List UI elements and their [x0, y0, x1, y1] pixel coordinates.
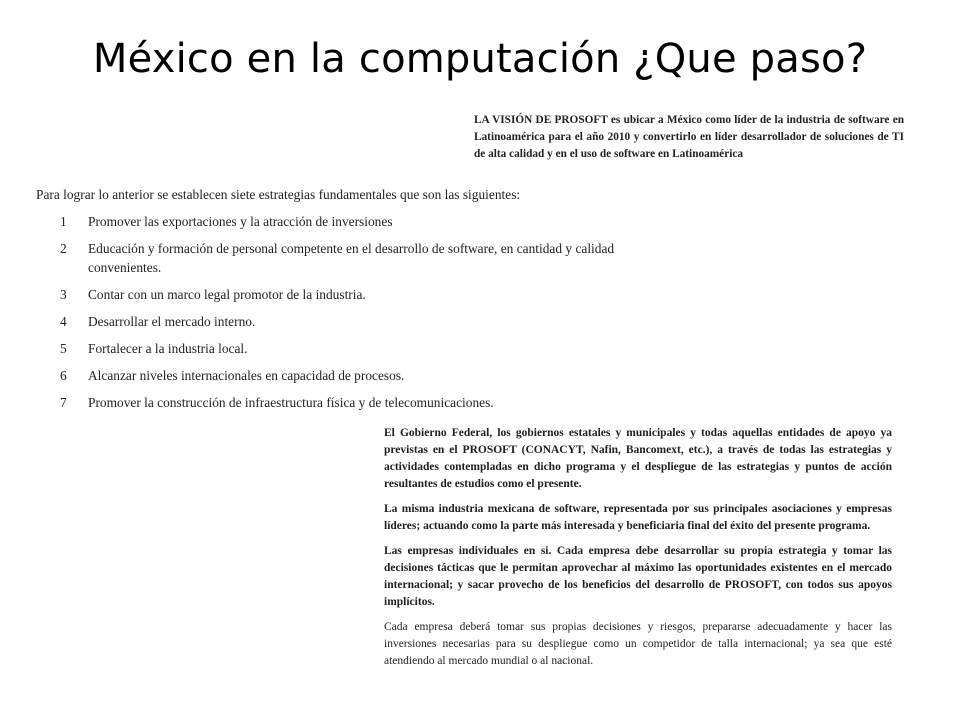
slide-title: México en la computación ¿Que paso?: [92, 36, 868, 82]
strategy-item: [36, 212, 636, 231]
strategy-number: 1: [60, 214, 67, 229]
strategy-text: Educación y formación de personal competente en el desarrollo de software, en cantidad y calidad convenientes.: [88, 241, 615, 275]
stakeholders-section: [384, 425, 892, 678]
strategy-text: Desarrollar el mercado interno.: [88, 314, 256, 329]
strategy-number: 3: [60, 287, 67, 302]
strategy-text: Contar con un marco legal promotor de la industria.: [88, 287, 366, 302]
stakeholder-paragraph-companies: Las empresas individuales en si. Cada empresa debe desarrollar su propia estrategia y tomar las decisiones tácticas que le permitan aprovechar al máximo las oportunidades existentes en el mercado internacional; y sacar provecho de los beneficios del desarrollo de PROSOFT, con todos sus apoyos implícitos.: [384, 545, 892, 608]
strategy-number: 4: [60, 314, 67, 329]
strategy-number: 2: [60, 241, 67, 256]
strategies-list: [36, 212, 636, 412]
strategy-item: [36, 366, 636, 385]
strategies-intro: Para lograr lo anterior se establecen siete estrategias fundamentales que son las siguientes:: [36, 187, 521, 202]
strategy-item: [36, 312, 636, 331]
strategy-text: Promover las exportaciones y la atracción de inversiones: [88, 214, 393, 229]
strategy-item: [36, 339, 636, 358]
strategy-number: 6: [60, 368, 67, 383]
strategy-item: [36, 285, 636, 304]
stakeholder-paragraph-decisions: Cada empresa deberá tomar sus propias decisiones y riesgos, prepararse adecuadamente y hacer las inversiones necesarias para su despliegue como un competidor de talla internacional; ya sea que esté atendiendo al mercado mundial o al nacional.: [384, 621, 892, 667]
strategy-number: 5: [60, 341, 67, 356]
stakeholder-paragraph-government: El Gobierno Federal, los gobiernos estatales y municipales y todas aquellas entidades de apoyo ya previstas en el PROSOFT (CONACYT, Nafin, Bancomext, etc.), a través de todas las estrategias y actividades contempladas en dicho programa y el despliegue de las estrategias y puntos de acción resultantes de estudios como el presente.: [384, 427, 892, 490]
stakeholder-paragraph-industry: La misma industria mexicana de software, representada por sus principales asociaciones y empresas líderes; actuando como la parte más interesada y beneficiaria final del éxito del presente programa.: [384, 503, 892, 532]
strategy-text: Fortalecer a la industria local.: [88, 341, 248, 356]
strategy-item: [36, 393, 636, 412]
strategy-item: [36, 239, 636, 277]
strategy-text: Alcanzar niveles internacionales en capacidad de procesos.: [88, 368, 405, 383]
strategy-number: 7: [60, 395, 67, 410]
prosoft-vision-text: LA VISIÓN DE PROSOFT es ubicar a México como líder de la industria de software en Latinoamérica para el año 2010 y convertirlo en líder desarrollador de soluciones de TI de alta calidad y en el uso de software en Latinoamérica: [474, 114, 904, 160]
strategy-text: Promover la construcción de infraestructura física y de telecomunicaciones.: [88, 395, 494, 410]
strategies-section: [36, 185, 636, 420]
